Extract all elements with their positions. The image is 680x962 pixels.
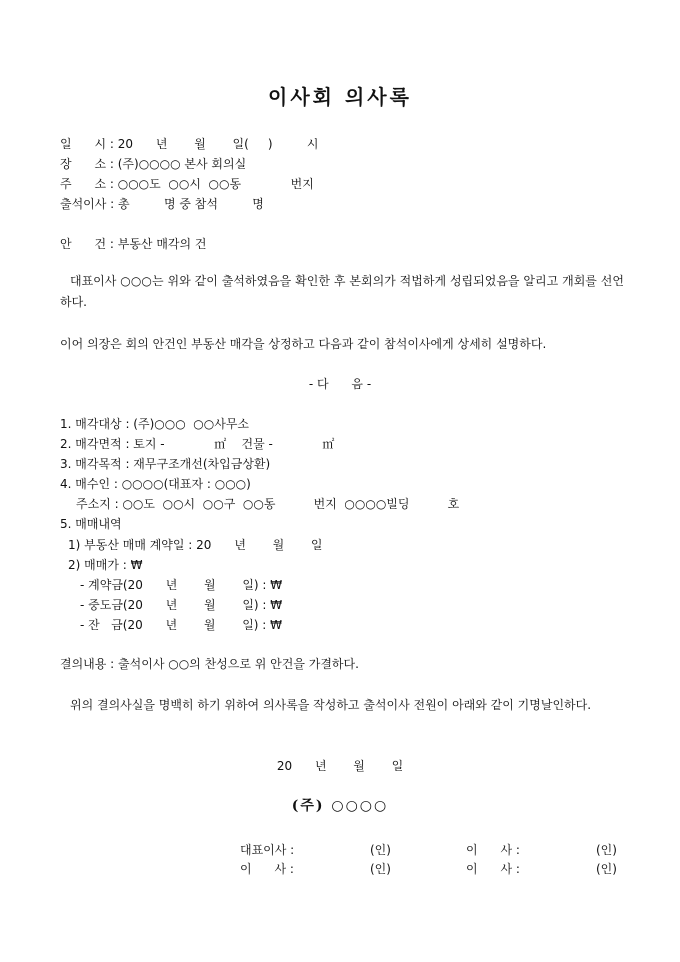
company-name: (주) ○○○○: [291, 798, 389, 814]
director-seal: (인): [370, 862, 391, 876]
meeting-date: 일 시 : 20 년 월 일( ) 시: [60, 137, 319, 151]
closing-paragraph: 위의 결의사실을 명백히 하기 위하여 의사록을 작성하고 출석이사 전원이 아래와 같이 기명날인하다.: [70, 698, 592, 712]
item-sale-target: 1. 매각대상 : (주)○○○ ○○사무소: [60, 417, 250, 431]
item-sale-price: 2) 매매가 : ₩: [68, 558, 143, 572]
meeting-address: 주 소 : ○○○도 ○○시 ○○동 번지: [60, 177, 314, 191]
item-sale-details: 5. 매매내역: [60, 517, 122, 531]
document-title: 이사회 의사록: [268, 85, 412, 109]
item-deposit: - 계약금(20 년 월 일) : ₩: [80, 578, 283, 592]
ceo-seal: (인): [370, 843, 391, 857]
meeting-place: 장 소 : (주)○○○○ 본사 회의실: [60, 157, 247, 171]
director-label: 이 사 :: [240, 862, 294, 876]
explanation: 이어 의장은 회의 안건인 부동산 매각을 상정하고 다음과 같이 참석이사에게 상세히 설명하다.: [60, 337, 547, 351]
agenda: 안 건 : 부동산 매각의 건: [60, 237, 207, 251]
item-interim-payment: - 중도금(20 년 월 일) : ₩: [80, 598, 283, 612]
attendance: 출석이사 : 총 명 중 참석 명: [60, 197, 264, 211]
sign-date: 20 년 월 일: [276, 759, 404, 773]
item-buyer: 4. 매수인 : ○○○○(대표자 : ○○○): [60, 477, 251, 491]
director-label: 이 사 :: [466, 862, 520, 876]
item-buyer-address: 주소지 : ○○도 ○○시 ○○구 ○○동 번지 ○○○○빌딩 호: [76, 497, 460, 511]
director-label: 이 사 :: [466, 843, 520, 857]
ceo-label: 대표이사 :: [240, 843, 295, 857]
item-contract-date: 1) 부동산 매매 계약일 : 20 년 월 일: [68, 538, 323, 552]
item-balance: - 잔 금(20 년 월 일) : ₩: [80, 618, 283, 632]
opening-paragraph: 대표이사 ○○○는 위와 같이 출석하였음을 확인한 후 본회의가 적법하게 성립되었음을 알리고 개회를 선언하다.: [60, 274, 624, 309]
director-seal: (인): [596, 862, 617, 876]
item-sale-area: 2. 매각면적 : 토지 - ㎡ 건물 - ㎡: [60, 437, 335, 451]
item-sale-purpose: 3. 매각목적 : 재무구조개선(차입금상환): [60, 457, 271, 471]
director-seal: (인): [596, 843, 617, 857]
resolution: 결의내용 : 출석이사 ○○의 찬성으로 위 안건을 가결하다.: [60, 657, 359, 671]
da-eum-heading: - 다 음 -: [308, 377, 372, 391]
